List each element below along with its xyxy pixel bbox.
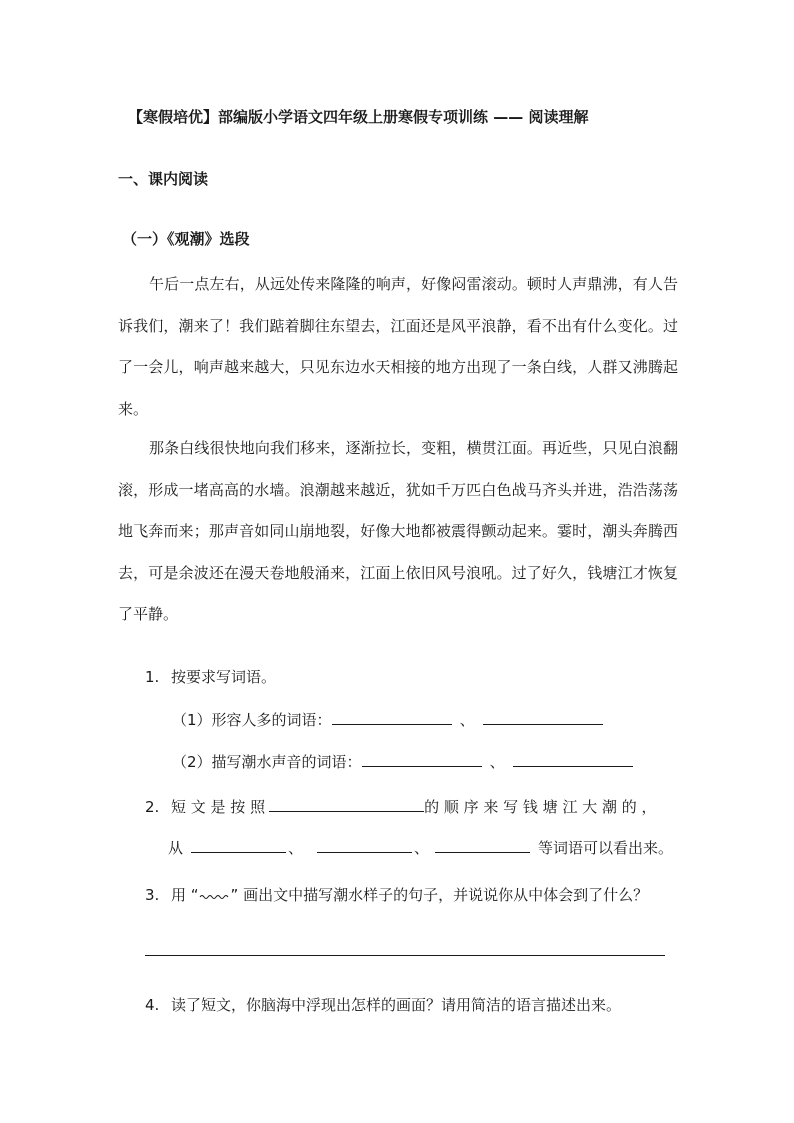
separator: 、 [459,711,475,729]
question-text: 从 [168,839,184,857]
question-number: 1. [145,668,160,686]
answer-blank[interactable] [483,708,603,725]
question-text: 等词语可以看出来。 [538,839,674,857]
passage-paragraph-2: 那条白线很快地向我们移来，逐渐拉长，变粗，横贯江面。再近些，只见白浪翻滚，形成一堵高高的水墙。浪潮越来越近，犹如千万匹白色战马齐头并进，浩浩荡荡地飞奔而来；那声音如同山崩地裂，好像大地都被震得颤动起来。霎时，潮头奔腾西去，可是余波还在漫天卷地般涌来，江面上依旧风号浪吼。过了好久，钱塘江才恢复了平静。 [118,439,678,623]
sub-question-number: （1） [172,711,212,729]
question-2-continued [168,836,673,858]
question-number: 2. [145,798,160,816]
question-text: 用 “ [171,886,199,904]
question-text: 按要求写词语。 [171,668,277,686]
answer-blank[interactable] [269,795,424,812]
answer-blank[interactable] [435,836,530,853]
separator: 、 [489,753,505,771]
separator: 、 [414,839,430,857]
question-1 [145,666,276,687]
answer-blank[interactable] [191,836,286,853]
wavy-underline-icon [199,890,231,900]
passage-paragraph-1: 午后一点左右，从远处传来隆隆的响声，好像闷雷滚动。顿时人声鼎沸，有人告诉我们，潮来了！我们踮着脚往东望去，江面还是风平浪静，看不出有什么变化。过了一会儿，响声越来越大，只见东边水天相接的地方出现了一条白线，人群又沸腾起来。 [118,275,678,418]
question-text: 的 顺 序 来 写 钱 塘 江 大 潮 的 ， [424,798,657,816]
question-2 [145,795,657,817]
answer-blank[interactable] [332,708,452,725]
question-1-part-1 [172,708,603,730]
question-text: 读了短文，你脑海中浮现出怎样的画面？请用简洁的语言描述出来。 [171,996,622,1014]
subsection-heading: （一）《观潮》选段 [122,230,250,248]
question-3 [145,884,648,905]
question-1-part-2 [172,750,633,772]
sub-question-text: 形容人多的词语： [211,711,332,729]
answer-line[interactable] [145,955,665,956]
sub-question-text: 描写潮水声音的词语： [211,753,362,771]
section-heading: 一、课内阅读 [118,170,209,188]
answer-blank[interactable] [513,750,633,767]
document-title: 【寒假培优】部编版小学语文四年级上册寒假专项训练 —— 阅读理解 [128,108,589,126]
question-number: 4. [145,996,160,1014]
answer-blank[interactable] [362,750,482,767]
separator: 、 [288,839,304,857]
answer-blank[interactable] [317,836,412,853]
question-text: ” 画出文中描写潮水样子的句子，并说说你从中体会到了什么？ [230,886,649,904]
question-text: 短 文 是 按 照 [171,798,266,816]
sub-question-number: （2） [172,753,212,771]
question-number: 3. [145,886,160,904]
question-4 [145,994,621,1015]
